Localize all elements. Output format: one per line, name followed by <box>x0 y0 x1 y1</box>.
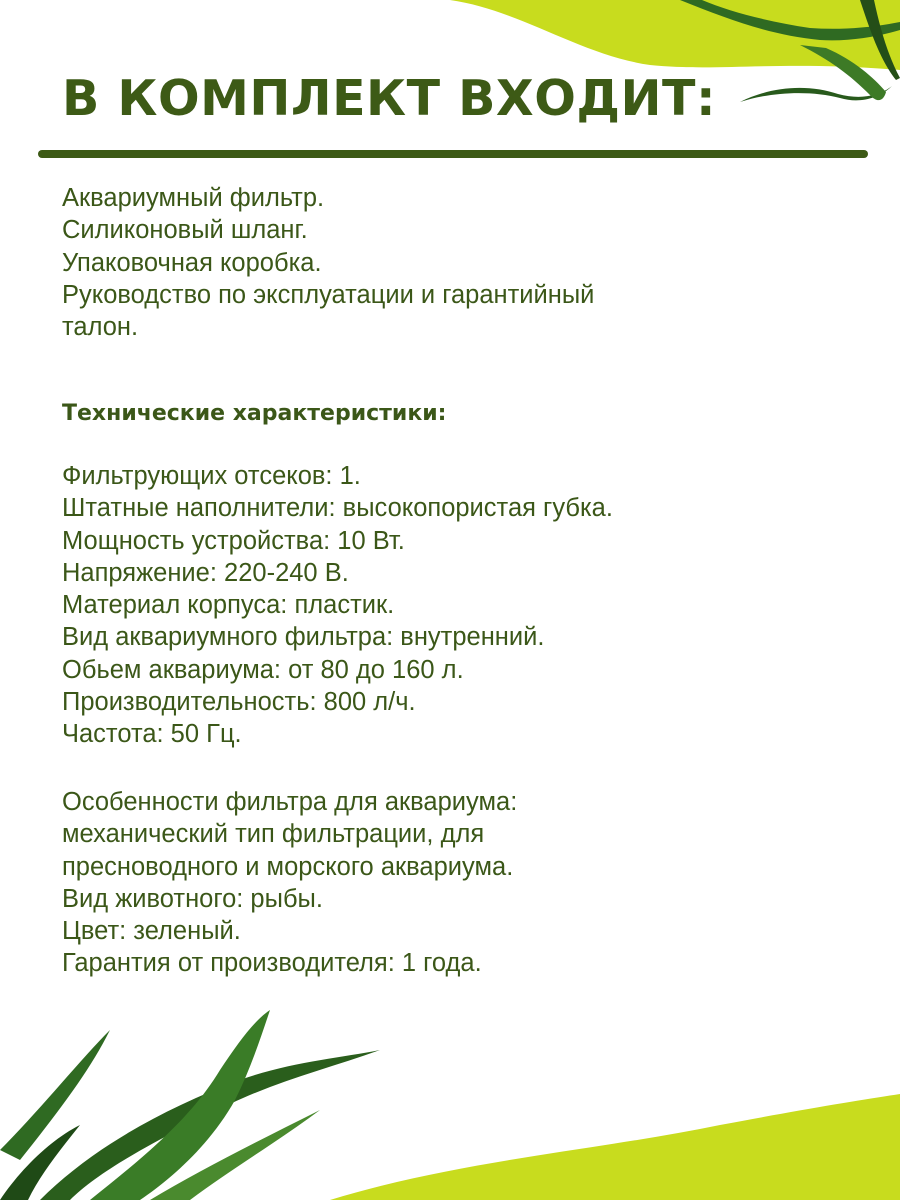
page-title: В КОМПЛЕКТ ВХОДИТ: <box>62 70 717 127</box>
lime-wave-bottom <box>330 1094 900 1200</box>
spec-item: Штатные наполнители: высокопористая губка. <box>62 494 613 523</box>
title-divider <box>38 150 868 158</box>
included-item: Силиконовый шланг. <box>62 216 308 245</box>
spec-item: Материал корпуса: пластик. <box>62 591 395 620</box>
leaf-bottom-3 <box>90 1010 270 1200</box>
spec-item: Вид аквариумного фильтра: внутренний. <box>62 623 545 652</box>
included-item: талон. <box>62 313 139 342</box>
specs-list <box>62 460 822 751</box>
features-list <box>62 786 822 980</box>
leaf-bottom-1 <box>0 1030 110 1160</box>
included-item: Аквариумный фильтр. <box>62 184 325 212</box>
spec-item: Напряжение: 220-240 В. <box>62 558 349 587</box>
tech-heading-text: Технические характеристики: <box>62 401 447 426</box>
included-item: Упаковочная коробка. <box>62 248 322 277</box>
feature-item: Цвет: зеленый. <box>62 917 241 946</box>
spec-item: Частота: 50 Гц. <box>62 720 242 749</box>
feature-item: Особенности фильтра для аквариума: <box>62 788 518 816</box>
spec-item: Мощность устройства: 10 Вт. <box>62 526 405 555</box>
seaweed-bottom-decoration <box>0 1000 900 1200</box>
feature-item: пресноводного и морского аквариума. <box>62 852 514 881</box>
spec-item: Обьем аквариума: от 80 до 160 л. <box>62 655 464 684</box>
spec-item: Производительность: 800 л/ч. <box>62 688 416 717</box>
included-list <box>62 182 822 343</box>
feature-item: механический тип фильтрации, для <box>62 820 485 849</box>
included-item: Руководство по эксплуатации и гарантийный <box>62 280 595 309</box>
tech-heading <box>62 398 822 430</box>
feature-item: Вид животного: рыбы. <box>62 884 323 913</box>
feature-item: Гарантия от производителя: 1 года. <box>62 949 482 978</box>
spec-item: Фильтрующих отсеков: 1. <box>62 462 361 490</box>
